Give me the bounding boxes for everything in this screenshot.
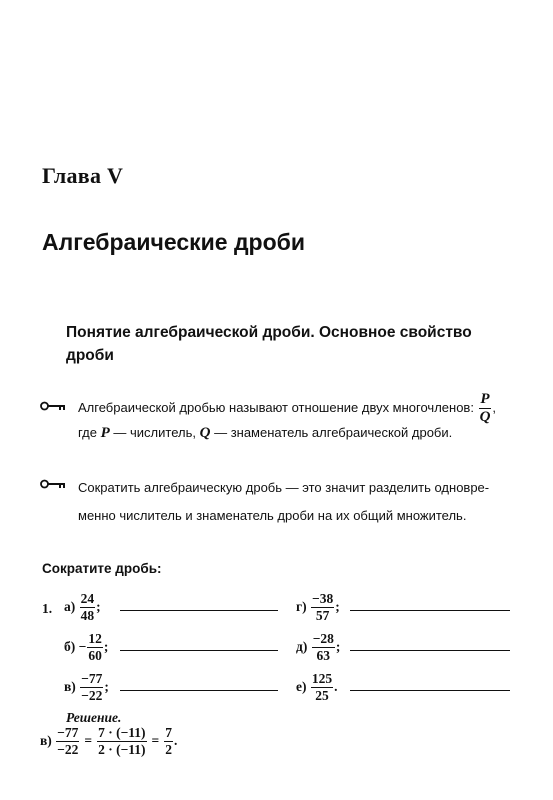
solution-equation — [40, 726, 177, 756]
section-heading: Понятие алгебраической дроби. Основное свойство дроби — [66, 324, 472, 364]
definition-reduce-fraction — [78, 474, 514, 530]
answer-line[interactable] — [350, 690, 510, 691]
fraction-numerator: 7 · (−11) — [98, 725, 146, 740]
key-icon — [40, 400, 66, 412]
exercise-item — [296, 632, 340, 662]
chapter-heading: Глава V — [42, 163, 124, 188]
fraction-denominator: −22 — [81, 687, 103, 703]
solution-label: Решение. — [66, 710, 122, 725]
exercise-item — [64, 632, 108, 662]
definition-line: менно числитель и знаменатель дроби на их общий множитель. — [78, 508, 467, 523]
fraction — [56, 726, 79, 756]
fraction-numerator: 7 — [165, 725, 172, 740]
fraction-denominator: 48 — [80, 607, 95, 623]
definition-algebraic-fraction — [78, 392, 518, 447]
exercise-heading: Сократите дробь: — [42, 561, 162, 576]
fraction-denominator: 2 · (−11) — [98, 741, 146, 757]
minus-sign: − — [78, 639, 87, 654]
key-icon — [40, 478, 66, 490]
punctuation: ; — [103, 639, 109, 654]
fraction-numerator: −77 — [81, 671, 103, 686]
fraction-numerator: −28 — [312, 631, 334, 646]
fraction-denominator: 60 — [88, 647, 102, 663]
item-label: е) — [296, 679, 307, 694]
fraction-denominator: 2 — [165, 741, 172, 757]
variable-q: Q — [199, 425, 211, 441]
fraction-denominator: 25 — [315, 687, 329, 703]
exercise-item — [64, 672, 109, 702]
equals-sign: = — [151, 733, 160, 748]
fraction — [87, 632, 103, 662]
punctuation: ; — [104, 679, 109, 694]
definition-text: где — [78, 425, 97, 440]
exercise-item — [296, 672, 338, 702]
exercise-number-label: 1. — [42, 601, 53, 616]
answer-line[interactable] — [120, 690, 278, 691]
definition-text: Алгебраической дробью называют отношение двух многочленов: — [78, 399, 474, 415]
fraction-numerator: 12 — [88, 631, 102, 646]
punctuation: ; — [335, 599, 340, 614]
fraction-numerator: −77 — [57, 725, 79, 740]
fraction-numerator: 24 — [80, 591, 95, 606]
item-label: а) — [64, 599, 76, 614]
fraction — [80, 592, 96, 622]
definition-line — [78, 419, 518, 447]
fraction-denominator: −22 — [57, 741, 79, 757]
fraction-p-over-q — [479, 392, 492, 425]
fraction — [164, 726, 173, 756]
fraction — [311, 672, 333, 702]
fraction-numerator: 125 — [311, 671, 333, 686]
punctuation: . — [334, 679, 338, 694]
exercise-number — [42, 598, 52, 620]
punctuation: , — [492, 399, 497, 415]
answer-line[interactable] — [120, 650, 278, 651]
fraction-denominator: 57 — [315, 607, 330, 623]
item-label: в) — [64, 679, 76, 694]
answer-line[interactable] — [350, 650, 510, 651]
exercise-item — [296, 592, 340, 622]
answer-line[interactable] — [120, 610, 278, 611]
page-title: Алгебраические дроби — [42, 229, 305, 255]
answer-line[interactable] — [350, 610, 510, 611]
fraction — [80, 672, 103, 702]
item-label: в) — [40, 733, 52, 748]
definition-text: — знаменатель алгебраической дроби. — [214, 425, 453, 440]
fraction — [312, 632, 335, 662]
punctuation: . — [173, 733, 178, 748]
definition-text: — числитель, — [113, 425, 196, 440]
punctuation: ; — [96, 599, 101, 614]
item-label: г) — [296, 599, 307, 614]
fraction-denominator: Q — [479, 409, 491, 425]
exercise-item — [64, 592, 101, 622]
equals-sign: = — [84, 733, 93, 748]
definition-line: Сократить алгебраическую дробь — это значит разделить одновре- — [78, 480, 490, 495]
item-label: д) — [296, 639, 308, 654]
fraction-denominator: 63 — [316, 647, 331, 663]
variable-p: P — [100, 425, 110, 441]
fraction — [97, 726, 146, 756]
fraction-numerator: P — [480, 391, 490, 407]
fraction-numerator: −38 — [312, 591, 334, 606]
fraction — [311, 592, 334, 622]
item-label: б) — [64, 639, 76, 654]
punctuation: ; — [335, 639, 341, 654]
